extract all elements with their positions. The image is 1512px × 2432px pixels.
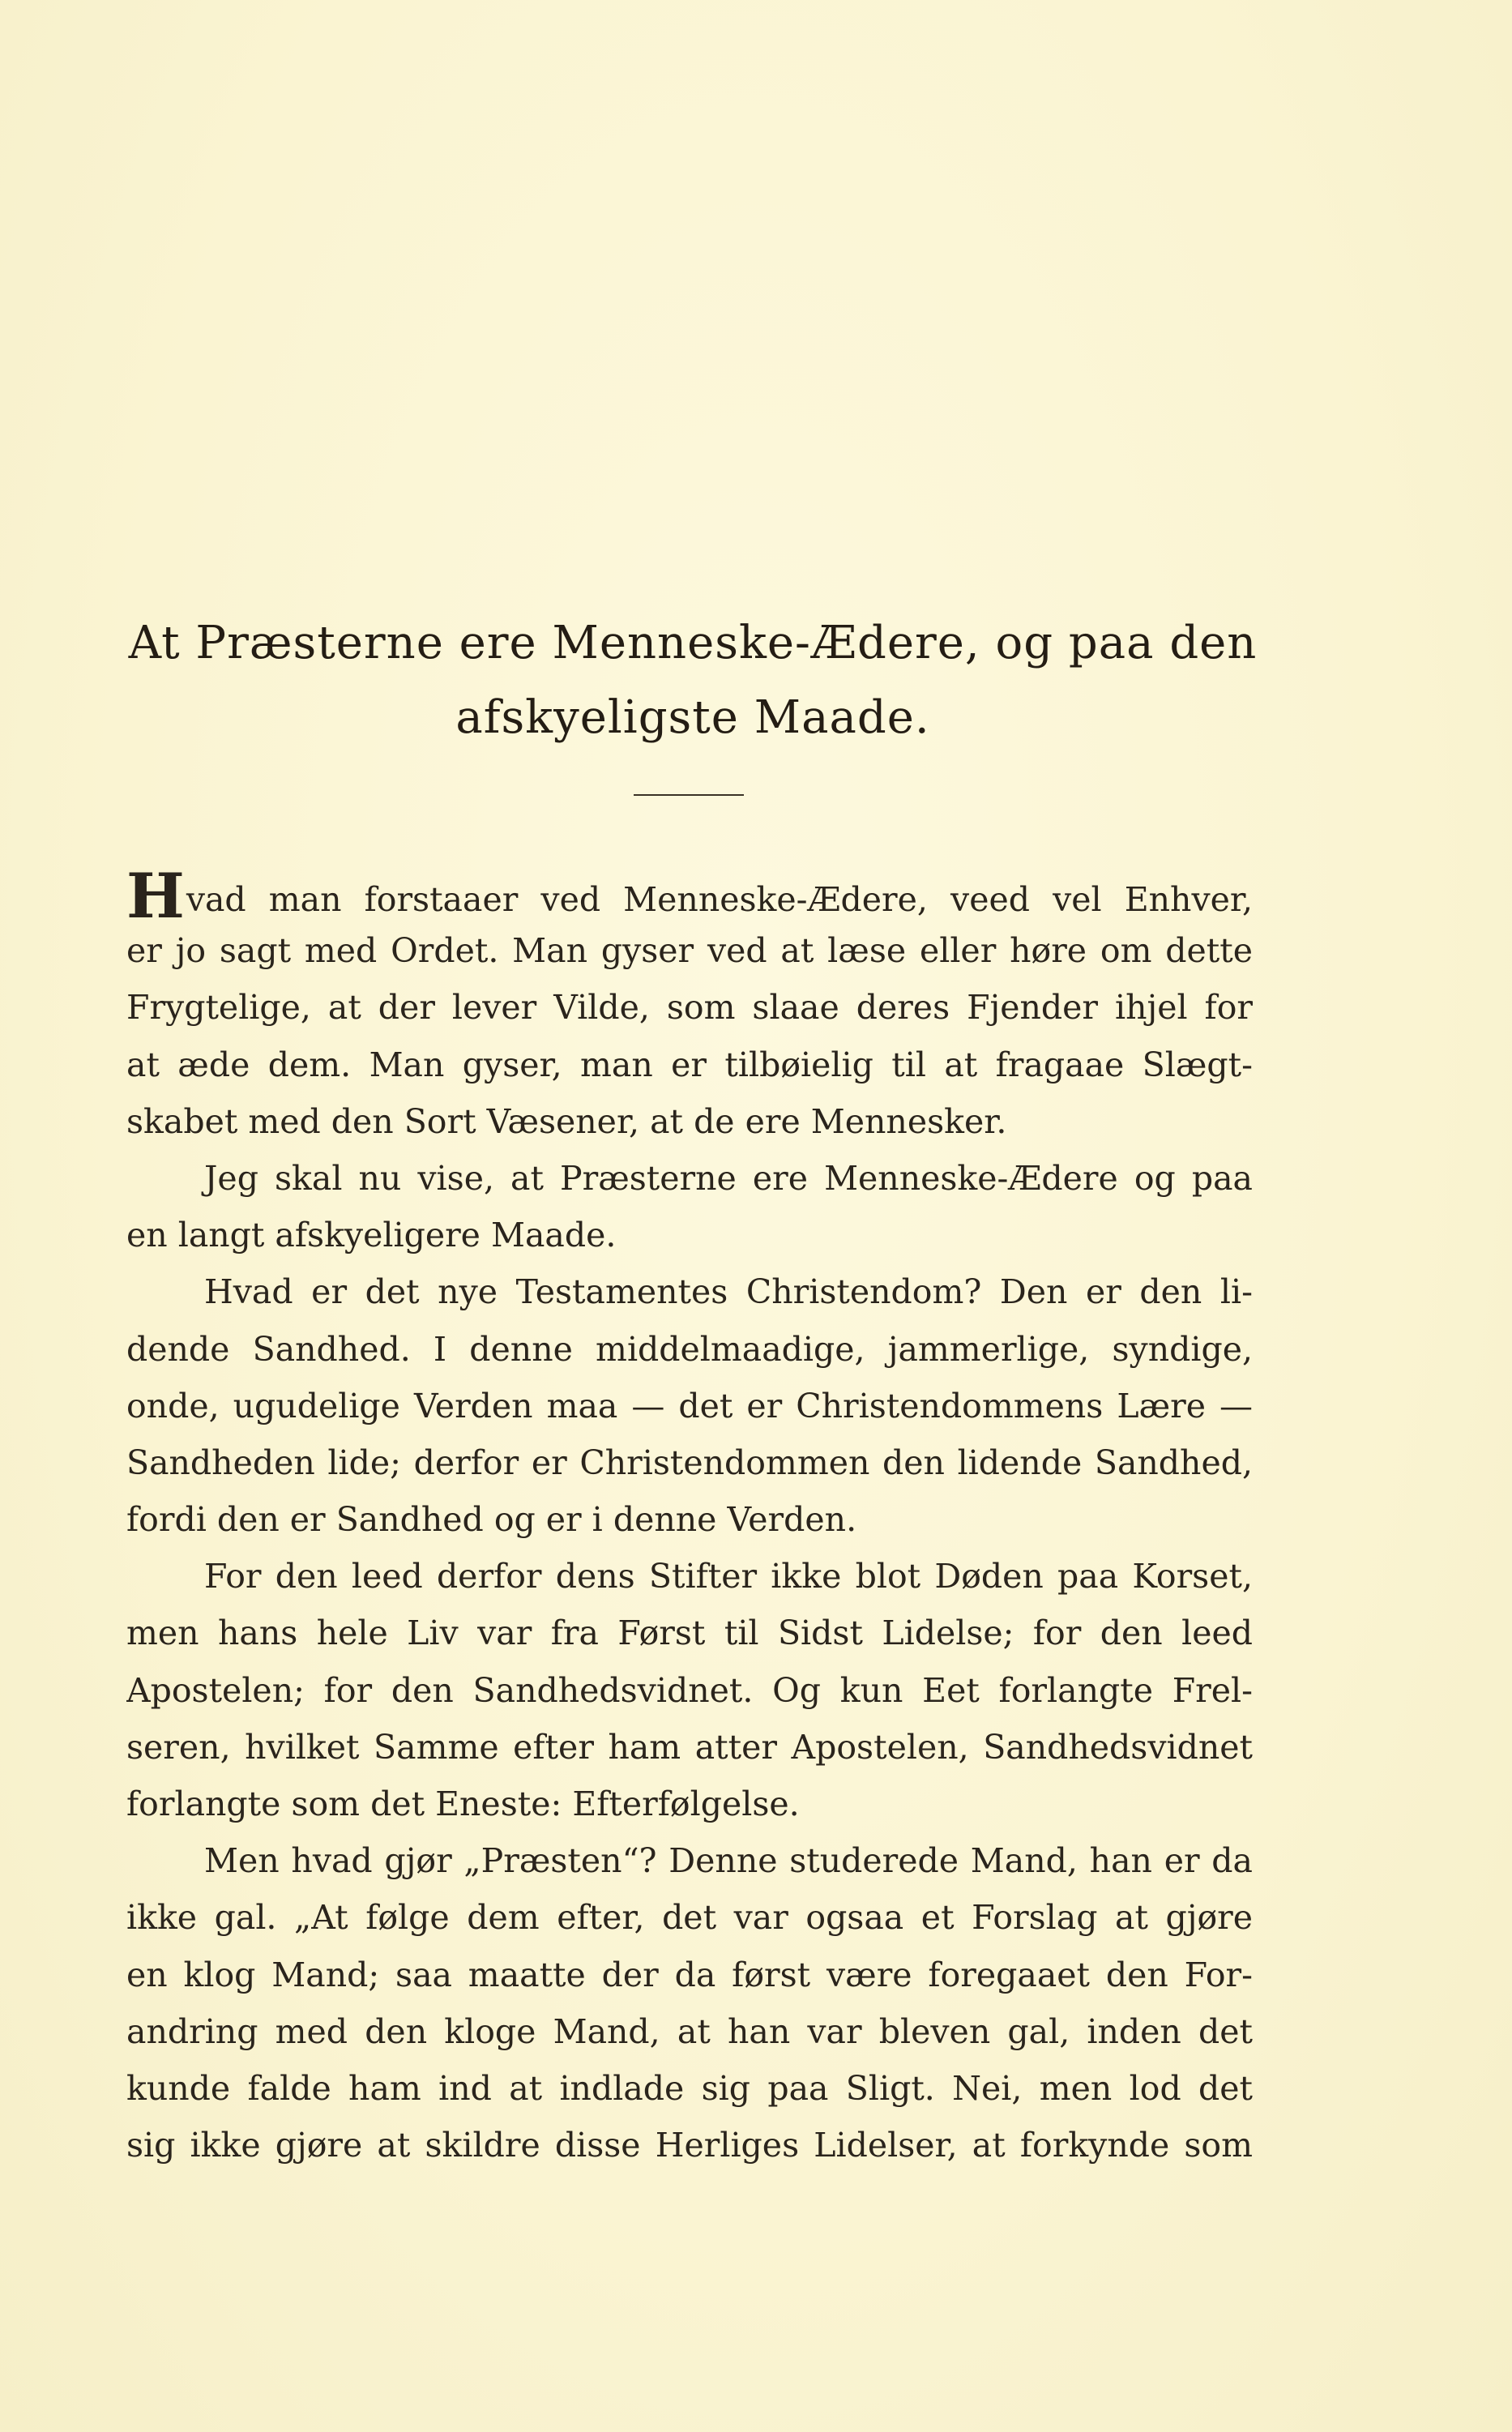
text-line: men hans hele Liv var fra Først til Sidst Lidelse; for den leed	[126, 1613, 1253, 1653]
text-line: Hvad er det nye Testamentes Christendom? Den er den li-	[204, 1272, 1253, 1312]
chapter-title	[122, 606, 1264, 755]
text-line: en langt afskyeligere Maade.	[126, 1216, 617, 1255]
text-line: Jeg skal nu vise, at Præsterne ere Menneske-Ædere og paa	[204, 1158, 1253, 1198]
body-text	[126, 866, 1253, 2173]
text-line: fordi den er Sandhed og er i denne Verden.	[126, 1500, 857, 1540]
text-line: onde, ugudelige Verden maa — det er Christendommens Lære —	[126, 1386, 1253, 1425]
drop-cap: H	[126, 866, 185, 923]
text-line: Apostelen; for den Sandhedsvidnet. Og kun Eet forlangte Frel-	[126, 1670, 1253, 1710]
text-line: seren, hvilket Samme efter ham atter Apostelen, Sandhedsvidnet	[126, 1727, 1253, 1767]
text-line: at æde dem. Man gyser, man er tilbøielig til at fragaae Slægt-	[126, 1045, 1253, 1084]
title-divider	[634, 794, 744, 796]
text-line: er jo sagt med Ordet. Man gyser ved at læse eller høre om dette	[126, 931, 1253, 971]
text-line: en klog Mand; saa maatte der da først være foregaaet den For-	[126, 1955, 1253, 1994]
text-line: For den leed derfor dens Stifter ikke blot Døden paa Korset,	[204, 1557, 1253, 1596]
text-line: Men hvad gjør „Præsten“? Denne studerede Mand, han er da	[204, 1841, 1253, 1881]
text-line: kunde falde ham ind at indlade sig paa Sligt. Nei, men lod det	[126, 2068, 1253, 2108]
text-line: andring med den kloge Mand, at han var bleven gal, inden det	[126, 2011, 1253, 2051]
text-line: Frygtelige, at der lever Vilde, som slaae deres Fjender ihjel for	[126, 988, 1253, 1028]
chapter-title-line-1: At Præsterne ere Menneske-Ædere, og paa den	[128, 617, 1258, 669]
text-line: skabet med den Sort Væsener, at de ere Mennesker.	[126, 1101, 1007, 1141]
text-line: dende Sandhed. I denne middelmaadige, jammerlige, syndige,	[126, 1329, 1253, 1369]
text-line: forlangte som det Eneste: Efterfølgelse.	[126, 1784, 800, 1823]
text-line: ikke gal. „At følge dem efter, det var ogsaa et Forslag at gjøre	[126, 1898, 1253, 1938]
text-line: sig ikke gjøre at skildre disse Herliges Lidelser, at forkynde som	[126, 2126, 1253, 2165]
text-line	[126, 866, 1253, 922]
text-line-content: vad man forstaaer ved Menneske-Ædere, veed vel Enhver,	[186, 880, 1253, 919]
chapter-title-line-2: afskyeligste Maade.	[455, 691, 930, 744]
text-line: Sandheden lide; derfor er Christendommen den lidende Sandhed,	[126, 1443, 1253, 1482]
